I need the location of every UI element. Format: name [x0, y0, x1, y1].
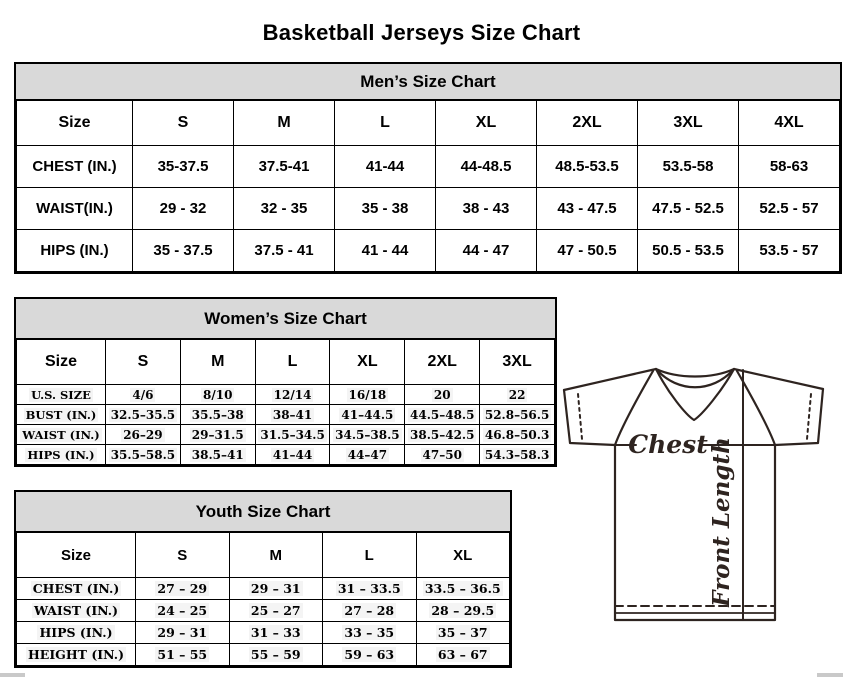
cell-text: 38–41 [272, 407, 313, 422]
size-value-cell [330, 425, 405, 445]
column-header [537, 101, 638, 146]
womens-size-chart-section [14, 297, 557, 467]
cell-text: 47.5 - 52.5 [652, 200, 724, 217]
cell-text: 3XL [673, 114, 703, 131]
cell-text: 32 - 35 [260, 200, 308, 217]
cell-text: 46.8–50.3 [484, 427, 550, 442]
column-header [17, 101, 133, 146]
cell-text: HEIGHT (IN.) [28, 647, 124, 662]
size-value-cell [323, 600, 417, 622]
column-header-row [17, 101, 840, 146]
size-value-cell [416, 578, 510, 600]
table-row [17, 445, 555, 465]
table-row [17, 146, 840, 188]
cell-text: 32.5–35.5 [110, 407, 176, 422]
cell-text: 22 [508, 387, 526, 402]
row-label [17, 445, 106, 465]
cell-text: 47–50 [422, 447, 462, 462]
size-value-cell [405, 445, 480, 465]
mens-size-chart-section [14, 62, 842, 274]
column-header [405, 340, 480, 385]
cell-text: 44-48.5 [460, 158, 512, 175]
column-header [17, 533, 136, 578]
cell-text: XL [357, 353, 378, 370]
cell-text: 31 – 33 [250, 625, 301, 640]
size-value-cell [416, 644, 510, 666]
column-header [106, 340, 181, 385]
table-row [17, 230, 840, 272]
mens-size-table [16, 100, 840, 272]
cell-text: BUST (IN.) [25, 407, 97, 422]
column-header [180, 340, 255, 385]
front-length-label: Front Length [708, 437, 735, 607]
column-header [638, 101, 739, 146]
row-label [17, 644, 136, 666]
cell-text: 54.3–58.3 [484, 447, 550, 462]
size-value-cell [234, 146, 335, 188]
horizontal-scrollbar-fragment-left[interactable] [0, 673, 25, 677]
column-header [480, 340, 555, 385]
size-value-cell [133, 188, 234, 230]
column-header [136, 533, 230, 578]
size-value-cell [436, 146, 537, 188]
cell-text: XL [453, 546, 473, 564]
column-header [133, 101, 234, 146]
cell-text: Size [60, 546, 91, 564]
table-row [17, 188, 840, 230]
cell-text: HIPS (IN.) [40, 242, 109, 259]
cell-text: 51 – 55 [157, 647, 208, 662]
row-label [17, 578, 136, 600]
horizontal-scrollbar-fragment-right[interactable] [817, 673, 843, 677]
row-label [17, 622, 136, 644]
cell-text: S [137, 353, 149, 370]
row-label [17, 230, 133, 272]
size-value-cell [106, 425, 181, 445]
size-value-cell [180, 385, 255, 405]
size-value-cell [739, 188, 840, 230]
size-value-cell [106, 445, 181, 465]
cell-text: 37.5 - 41 [254, 242, 314, 259]
size-value-cell [136, 644, 230, 666]
cell-text: 44.5–48.5 [410, 407, 475, 422]
cell-text: 16/18 [348, 387, 387, 402]
size-value-cell [405, 425, 480, 445]
cell-text: WAIST(IN.) [36, 200, 113, 217]
cell-text: 29–31.5 [191, 427, 244, 442]
cell-text: 41-44 [365, 158, 405, 175]
size-value-cell [405, 385, 480, 405]
table-row [17, 644, 510, 666]
cell-text: 33.5 – 36.5 [424, 581, 501, 596]
youth-size-table [16, 532, 510, 666]
size-value-cell [229, 578, 323, 600]
jersey-measurement-diagram-icon [556, 362, 843, 675]
size-value-cell [335, 230, 436, 272]
cell-text: 52.5 - 57 [759, 200, 819, 217]
jersey-collar-back [656, 369, 734, 377]
cell-text: 38.5–42.5 [410, 427, 475, 442]
cell-text: 20 [433, 387, 451, 402]
column-header [330, 340, 405, 385]
size-value-cell [255, 405, 330, 425]
size-value-cell [323, 578, 417, 600]
row-label [17, 405, 106, 425]
cell-text: WAIST (IN.) [22, 427, 100, 442]
size-value-cell [133, 230, 234, 272]
jersey-sleeve-hem-right [807, 394, 811, 439]
jersey-shoulder-left [564, 369, 656, 390]
size-value-cell [638, 188, 739, 230]
size-value-cell [330, 385, 405, 405]
jersey-shoulder-right [734, 369, 823, 389]
size-value-cell [136, 578, 230, 600]
size-value-cell [537, 188, 638, 230]
cell-text: 3XL [502, 353, 532, 370]
cell-text: 55 – 59 [250, 647, 301, 662]
size-value-cell [255, 445, 330, 465]
cell-text: HIPS (IN.) [27, 447, 95, 462]
size-value-cell [436, 230, 537, 272]
size-value-cell [330, 445, 405, 465]
cell-text: CHEST (IN.) [32, 158, 117, 175]
chest-label: Chest [628, 430, 708, 459]
size-value-cell [330, 405, 405, 425]
size-value-cell [638, 230, 739, 272]
cell-text: S [177, 546, 188, 564]
cell-text: 29 – 31 [157, 625, 208, 640]
size-value-cell [416, 622, 510, 644]
size-value-cell [180, 445, 255, 465]
cell-text: 34.5–38.5 [335, 427, 400, 442]
size-value-cell [480, 405, 555, 425]
size-value-cell [229, 600, 323, 622]
column-header [739, 101, 840, 146]
cell-text: 41 - 44 [361, 242, 409, 259]
table-row [17, 622, 510, 644]
cell-text: 44–47 [347, 447, 388, 462]
womens-chart-title: Women’s Size Chart [16, 299, 555, 339]
size-value-cell [234, 188, 335, 230]
cell-text: 53.5-58 [662, 158, 714, 175]
cell-text: M [269, 546, 282, 564]
size-value-cell [229, 622, 323, 644]
jersey-sleeve-left [564, 390, 615, 445]
cell-text: 12/14 [273, 387, 312, 402]
cell-text: 35.5–58.5 [110, 447, 176, 462]
column-header-row [17, 533, 510, 578]
table-row [17, 385, 555, 405]
cell-text: 26–29 [123, 427, 163, 442]
size-value-cell [106, 385, 181, 405]
size-value-cell [416, 600, 510, 622]
cell-text: 53.5 - 57 [759, 242, 819, 259]
size-value-cell [255, 385, 330, 405]
size-value-cell [739, 230, 840, 272]
cell-text: 52.8–56.5 [484, 407, 550, 422]
table-row [17, 578, 510, 600]
cell-text: 28 – 29.5 [431, 603, 495, 618]
cell-text: L [364, 546, 374, 564]
jersey-sleeve-right [775, 389, 823, 445]
size-value-cell [323, 622, 417, 644]
cell-text: 33 – 35 [344, 625, 395, 640]
cell-text: 2XL [427, 353, 457, 370]
size-value-cell [436, 188, 537, 230]
womens-size-table [16, 339, 555, 465]
cell-text: 38.5–41 [191, 447, 244, 462]
cell-text: 35 – 37 [437, 625, 488, 640]
cell-text: XL [475, 114, 497, 131]
row-label [17, 146, 133, 188]
size-value-cell [133, 146, 234, 188]
size-value-cell [136, 600, 230, 622]
size-value-cell [480, 425, 555, 445]
cell-text: 4/6 [132, 387, 154, 402]
cell-text: 37.5-41 [258, 158, 310, 175]
row-label [17, 188, 133, 230]
cell-text: 31.5–34.5 [260, 427, 325, 442]
size-value-cell [537, 146, 638, 188]
row-label [17, 600, 136, 622]
table-row [17, 600, 510, 622]
column-header [234, 101, 335, 146]
cell-text: 4XL [774, 114, 804, 131]
size-value-cell [405, 405, 480, 425]
cell-text: 24 – 25 [157, 603, 208, 618]
size-value-cell [106, 405, 181, 425]
size-value-cell [229, 644, 323, 666]
cell-text: L [380, 114, 390, 131]
size-value-cell [638, 146, 739, 188]
cell-text: 43 - 47.5 [557, 200, 617, 217]
size-value-cell [255, 425, 330, 445]
cell-text: M [277, 114, 291, 131]
column-header [416, 533, 510, 578]
cell-text: L [287, 353, 298, 370]
cell-text: 35.5–38 [191, 407, 244, 422]
table-row [17, 405, 555, 425]
size-value-cell [480, 385, 555, 405]
size-value-cell [323, 644, 417, 666]
cell-text: HIPS (IN.) [39, 625, 113, 640]
cell-text: 8/10 [203, 387, 233, 402]
cell-text: 25 – 27 [250, 603, 301, 618]
jersey-sleeve-hem-left [578, 394, 582, 439]
row-label [17, 385, 106, 405]
size-value-cell [480, 445, 555, 465]
cell-text: WAIST (IN.) [33, 603, 119, 618]
size-value-cell [180, 405, 255, 425]
cell-text: 41–44.5 [341, 407, 394, 422]
column-header [335, 101, 436, 146]
column-header-row [17, 340, 555, 385]
cell-text: 41–44 [272, 447, 313, 462]
column-header [436, 101, 537, 146]
column-header [255, 340, 330, 385]
cell-text: 59 – 63 [344, 647, 395, 662]
cell-text: 63 – 67 [437, 647, 488, 662]
youth-chart-title: Youth Size Chart [16, 492, 510, 532]
jersey-body-outline [615, 445, 775, 620]
row-label [17, 425, 106, 445]
size-value-cell [739, 146, 840, 188]
cell-text: 48.5-53.5 [555, 158, 619, 175]
mens-chart-title: Men’s Size Chart [16, 64, 840, 100]
size-value-cell [537, 230, 638, 272]
cell-text: 35 - 38 [361, 200, 409, 217]
size-value-cell [335, 188, 436, 230]
cell-text: 35-37.5 [157, 158, 209, 175]
cell-text: 38 - 43 [462, 200, 510, 217]
cell-text: CHEST (IN.) [32, 581, 120, 596]
cell-text: 47 - 50.5 [557, 242, 617, 259]
column-header [323, 533, 417, 578]
cell-text: 35 - 37.5 [153, 242, 213, 259]
cell-text: 2XL [572, 114, 602, 131]
cell-text: 58-63 [769, 158, 809, 175]
size-value-cell [136, 622, 230, 644]
youth-size-chart-section [14, 490, 512, 668]
cell-text: 29 – 31 [250, 581, 301, 596]
size-value-cell [335, 146, 436, 188]
size-value-cell [234, 230, 335, 272]
size-value-cell [180, 425, 255, 445]
cell-text: S [177, 114, 189, 131]
table-row [17, 425, 555, 445]
cell-text: Size [58, 114, 91, 131]
cell-text: 27 – 29 [157, 581, 208, 596]
column-header [229, 533, 323, 578]
cell-text: 27 – 28 [344, 603, 395, 618]
cell-text: U.S. SIZE [31, 387, 91, 402]
page-title: Basketball Jerseys Size Chart [262, 19, 581, 45]
cell-text: 50.5 - 53.5 [652, 242, 724, 259]
cell-text: 44 - 47 [462, 242, 510, 259]
cell-text: 31 – 33.5 [337, 581, 401, 596]
cell-text: Size [44, 353, 77, 370]
cell-text: M [211, 353, 225, 370]
column-header [17, 340, 106, 385]
cell-text: 29 - 32 [159, 200, 207, 217]
